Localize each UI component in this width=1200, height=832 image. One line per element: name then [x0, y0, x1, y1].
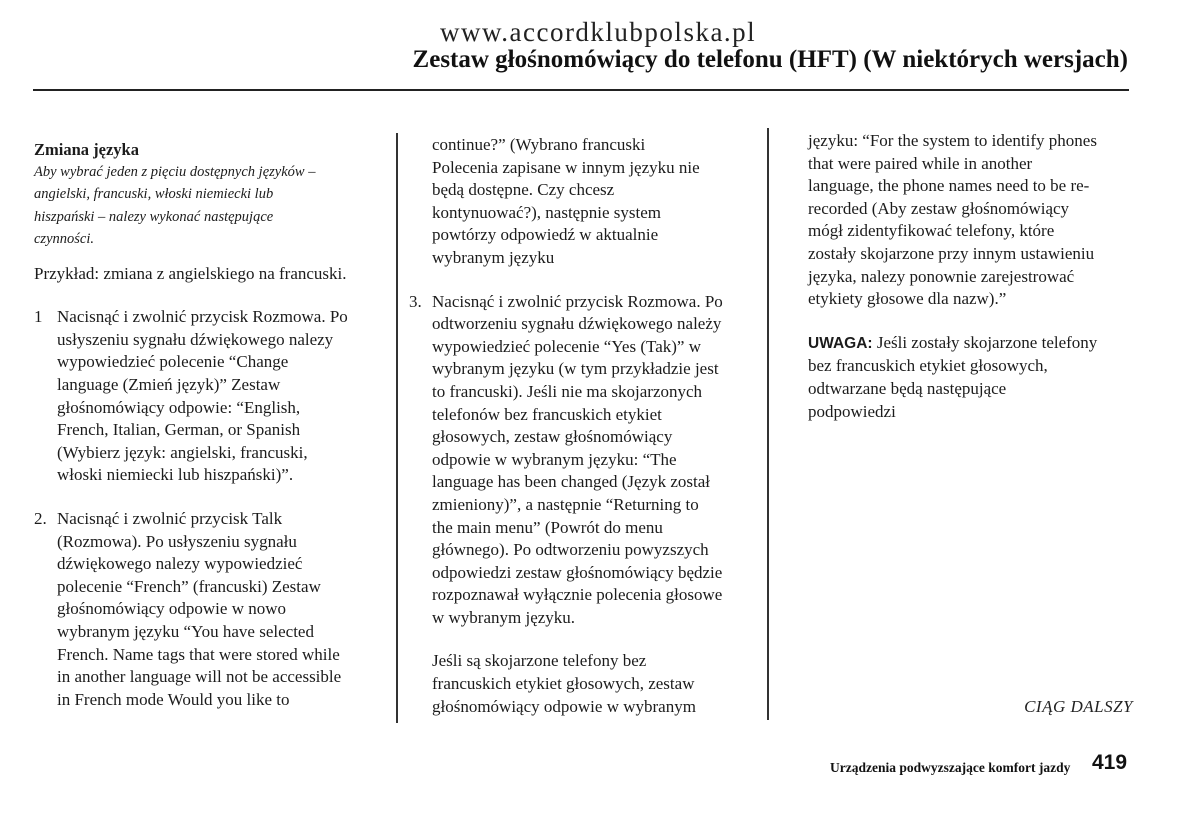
column-divider-1 [396, 133, 398, 723]
step-line: language (Zmień język)” Zestaw [57, 374, 281, 394]
step-number: 2. [34, 508, 47, 528]
step-line: odpowiedzi zestaw głośnomówiący będzie [432, 562, 723, 582]
paragraph-line: language, the phone names need to be re- [808, 176, 1090, 196]
site-url: www.accordklubpolska.pl [440, 17, 757, 47]
step-line: usłyszeniu sygnału dźwiękowego nalezy [57, 329, 334, 349]
paragraph-line: that were paired while in another [808, 153, 1033, 173]
example-text: Przykład: zmiana z angielskiego na francuski. [34, 263, 347, 283]
note-line: podpowiedzi [808, 401, 896, 421]
paragraph-line: zostały skojarzone przy innym ustawieniu [808, 243, 1095, 263]
step-line: głośnomówiący odpowie: “English, [57, 397, 301, 417]
section-heading: Zmiana języka [34, 140, 139, 159]
step-line: to francuski). Jeśli nie ma skojarzonych [432, 381, 703, 401]
step-3 [409, 291, 759, 630]
step-line: (Rozmowa). Po usłyszeniu sygnału [57, 531, 297, 551]
step-line: Polecenia zapisane w innym języku nie [432, 157, 700, 177]
step-line: wypowiedzieć polecenie “Yes (Tak)” w [432, 336, 701, 356]
step-line: dźwiękowego nalezy wypowiedzieć [57, 554, 303, 574]
step-line: in another language will not be accessible [57, 667, 342, 687]
step-line: kontynuować?), następnie system [432, 202, 661, 222]
step-line: continue?” (Wybrano francuski [432, 135, 646, 154]
step-line: rozpoznawał wyłącznie polecenia głosowe [432, 585, 723, 605]
step-line: telefonów bez francuskich etykiet [432, 404, 662, 424]
step-line: zmieniony)”, a następnie “Returning to [432, 494, 699, 514]
step-line: Nacisnąć i zwolnić przycisk Rozmowa. Po [432, 291, 723, 311]
step-line: włoski niemiecki lub hiszpański)”. [57, 465, 294, 485]
step-line: w wybranym języku. [432, 607, 576, 627]
column-1 [34, 139, 384, 711]
paragraph-line: głośnomówiący odpowie w wybranym [432, 696, 696, 716]
note-label: UWAGA: [808, 334, 873, 352]
column-3 [808, 130, 1138, 423]
step-line: wybranym języku (w tym przykładzie jest [432, 359, 719, 379]
paragraph-line: języku: “For the system to identify phones [808, 131, 1097, 150]
footer-section-title: Urządzenia podwyzszające komfort jazdy [830, 760, 1071, 775]
intro-line: angielski, francuski, włoski niemiecki lub [34, 186, 274, 203]
step-line: będą dostępne. Czy chcesz [432, 180, 615, 200]
note-line: odtwarzane będą następujące [808, 378, 1007, 398]
step-line: odtworzeniu sygnału dźwiękowego należy [432, 314, 722, 334]
step-line: głosowych, zestaw głośnomówiący [432, 427, 673, 447]
step-1 [34, 306, 384, 487]
column-2 [409, 134, 759, 718]
step-line: the main menu” (Powrót do menu [432, 517, 663, 537]
paired-phones-paragraph [409, 650, 759, 718]
note-text: Jeśli zostały skojarzone telefony [872, 332, 1098, 352]
step-line: Nacisnąć i zwolnić przycisk Rozmowa. Po [57, 307, 348, 327]
note-line: bez francuskich etykiet głosowych, [808, 356, 1048, 376]
paragraph-line: Jeśli są skojarzone telefony bez [432, 651, 647, 671]
step-2 [34, 508, 384, 711]
paragraph-line: etykiety głosowe dla nazw).” [808, 289, 1007, 309]
header-rule [33, 89, 1129, 91]
rerecord-paragraph [808, 130, 1138, 311]
step-line: głównego). Po odtworzeniu powyzszych [432, 540, 709, 560]
note-block [808, 332, 1138, 423]
intro-line: hiszpański – nalezy wykonać następujące [34, 208, 274, 225]
step-line: polecenie “French” (francuski) Zestaw [57, 576, 321, 596]
paragraph-line: francuskich etykiet głosowych, zestaw [432, 674, 695, 694]
step-line: odpowie w wybranym języku: “The [432, 449, 677, 469]
step-line: wybranym języku [432, 247, 555, 267]
step-line: French. Name tags that were stored while [57, 644, 340, 664]
step-line: (Wybierz język: angielski, francuski, [57, 442, 308, 462]
paragraph-line: języka, nalezy ponownie zarejestrować [808, 266, 1075, 286]
note-first-line [808, 332, 1138, 356]
step-line: głośnomówiący odpowie w nowo [57, 599, 287, 619]
intro-note [34, 161, 384, 251]
step-line: in French mode Would you like to [57, 689, 290, 709]
step-number: 1 [34, 307, 43, 327]
page-number: 419 [1092, 751, 1128, 774]
step-line: wypowiedzieć polecenie “Change [57, 352, 289, 372]
paragraph-line: mógł zidentyfikować telefony, które [808, 221, 1055, 241]
intro-line: Aby wybrać jeden z pięciu dostępnych języków – [34, 163, 316, 180]
step-line: language has been changed (Język został [432, 472, 711, 492]
step-line: powtórzy odpowiedź w aktualnie [432, 225, 659, 245]
step-line: French, Italian, German, or Spanish [57, 420, 301, 440]
paragraph-line: recorded (Aby zestaw głośnomówiący [808, 198, 1070, 218]
step-2-continued [409, 134, 759, 270]
step-number: 3. [409, 291, 422, 311]
page-title: Zestaw głośnomówiący do telefonu (HFT) (W niektórych wersjach) [412, 46, 1128, 73]
continued-label: CIĄG DALSZY [1024, 697, 1133, 716]
step-line: Nacisnąć i zwolnić przycisk Talk [57, 508, 283, 528]
column-divider-2 [767, 128, 769, 720]
step-line: wybranym języku “You have selected [57, 621, 314, 641]
intro-line: czynności. [34, 231, 94, 248]
